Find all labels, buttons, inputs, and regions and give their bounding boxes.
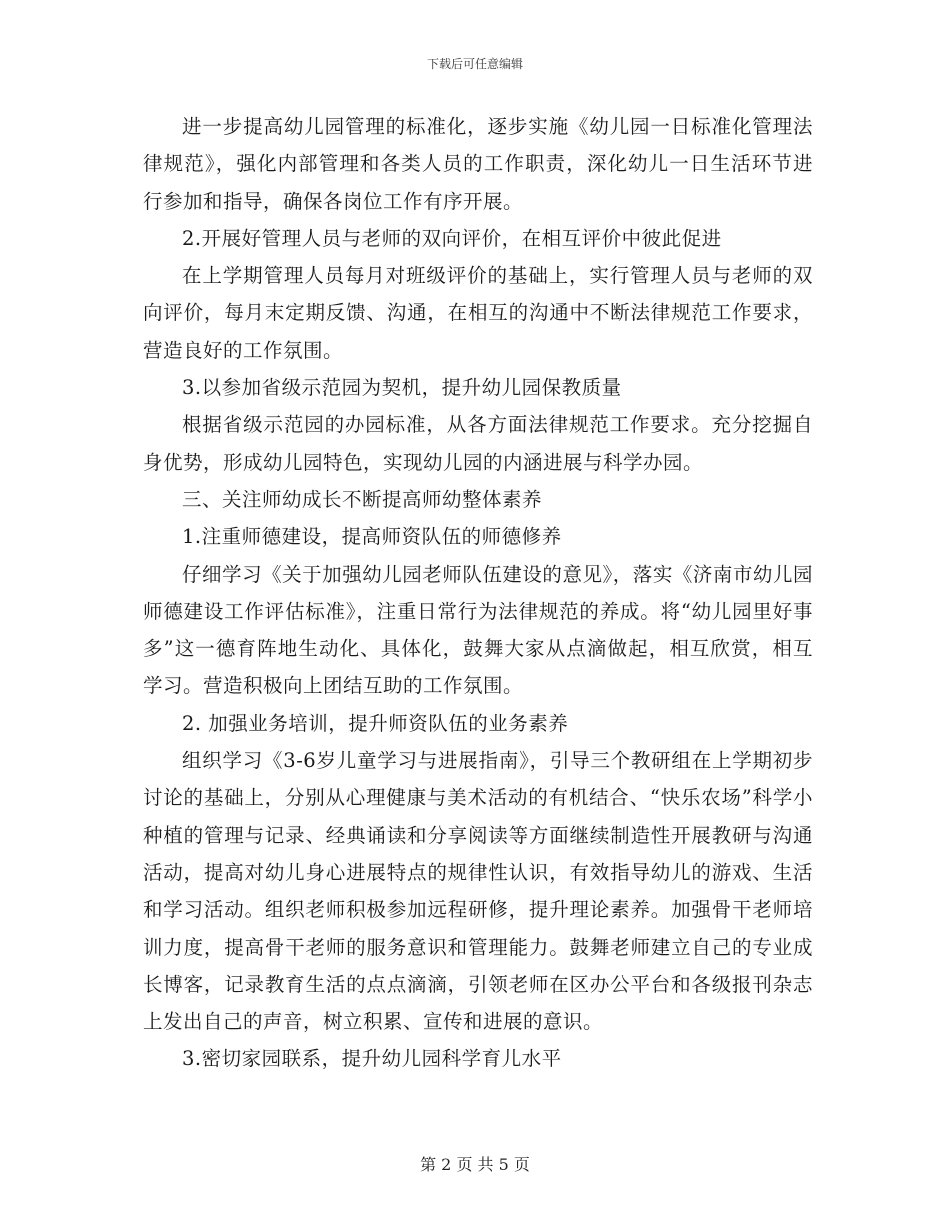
paragraph-4: 仔细学习《关于加强幼儿园老师队伍建设的意见》，落实《济南市幼儿园师德建设工作评估标准》，注重日常行为法律规范的养成。将“幼儿园里好事多”这一德育阵地生动化、具体化，鼓舞大家从点滴做起，相互欣赏，相互学习。营造积极向上团结互助的工作氛围。 — [143, 562, 813, 698]
paragraph-2: 在上学期管理人员每月对班级评价的基础上，实行管理人员与老师的双向评价，每月末定期反馈、沟通，在相互的沟通中不断法律规范工作要求，营造良好的工作氛围。 — [143, 264, 813, 362]
section-heading-3b: 3.密切家园联系，提升幼儿园科学育儿水平 — [182, 1047, 562, 1071]
document-body — [143, 108, 813, 1078]
section-heading-2: 2.开展好管理人员与老师的双向评价，在相互评价中彼此促进 — [182, 226, 722, 250]
paragraph-1: 进一步提高幼儿园管理的标准化，逐步实施《幼儿园一日标准化管理法律规范》，强化内部管理和各类人员的工作职责，深化幼儿一日生活环节进行参加和指导，确保各岗位工作有序开展。 — [143, 115, 813, 213]
section-heading-2b: 2. 加强业务培训，提升师资队伍的业务素养 — [182, 711, 569, 735]
paragraph-3: 根据省级示范园的办园标准，从各方面法律规范工作要求。充分挖掘自身优势，形成幼儿园特色，实现幼儿园的内涵进展与科学办园。 — [143, 413, 813, 474]
page-footer: 第 2 页 共 5 页 — [420, 1155, 530, 1174]
paragraph-5: 组织学习《3-6岁儿童学习与进展指南》，引导三个教研组在上学期初步讨论的基础上，分别从心理健康与美术活动的有机结合、“快乐农场”科学小种植的管理与记录、经典诵读和分享阅读等方面继续制造性开展教研与沟通活动，提高对幼儿身心进展特点的规律性认识，有效指导幼儿的游戏、生活和学习活动。组织老师积极参加远程研修，提升理论素养。加强骨干老师培训力度，提高骨干老师的服务意识和管理能力。鼓舞老师建立自己的专业成长博客，记录教育生活的点点滴滴，引领老师在区办公平台和各级报刊杂志上发出自己的声音，树立积累、宣传和进展的意识。 — [143, 749, 813, 1034]
section-heading-3: 3.以参加省级示范园为契机，提升幼儿园保教质量 — [182, 376, 622, 400]
chapter-heading-3: 三、关注师幼成长不断提高师幼整体素养 — [182, 487, 543, 511]
section-heading-1: 1.注重师德建设，提高师资队伍的师德修养 — [182, 525, 562, 549]
page-header: 下载后可任意编辑 — [426, 57, 523, 71]
